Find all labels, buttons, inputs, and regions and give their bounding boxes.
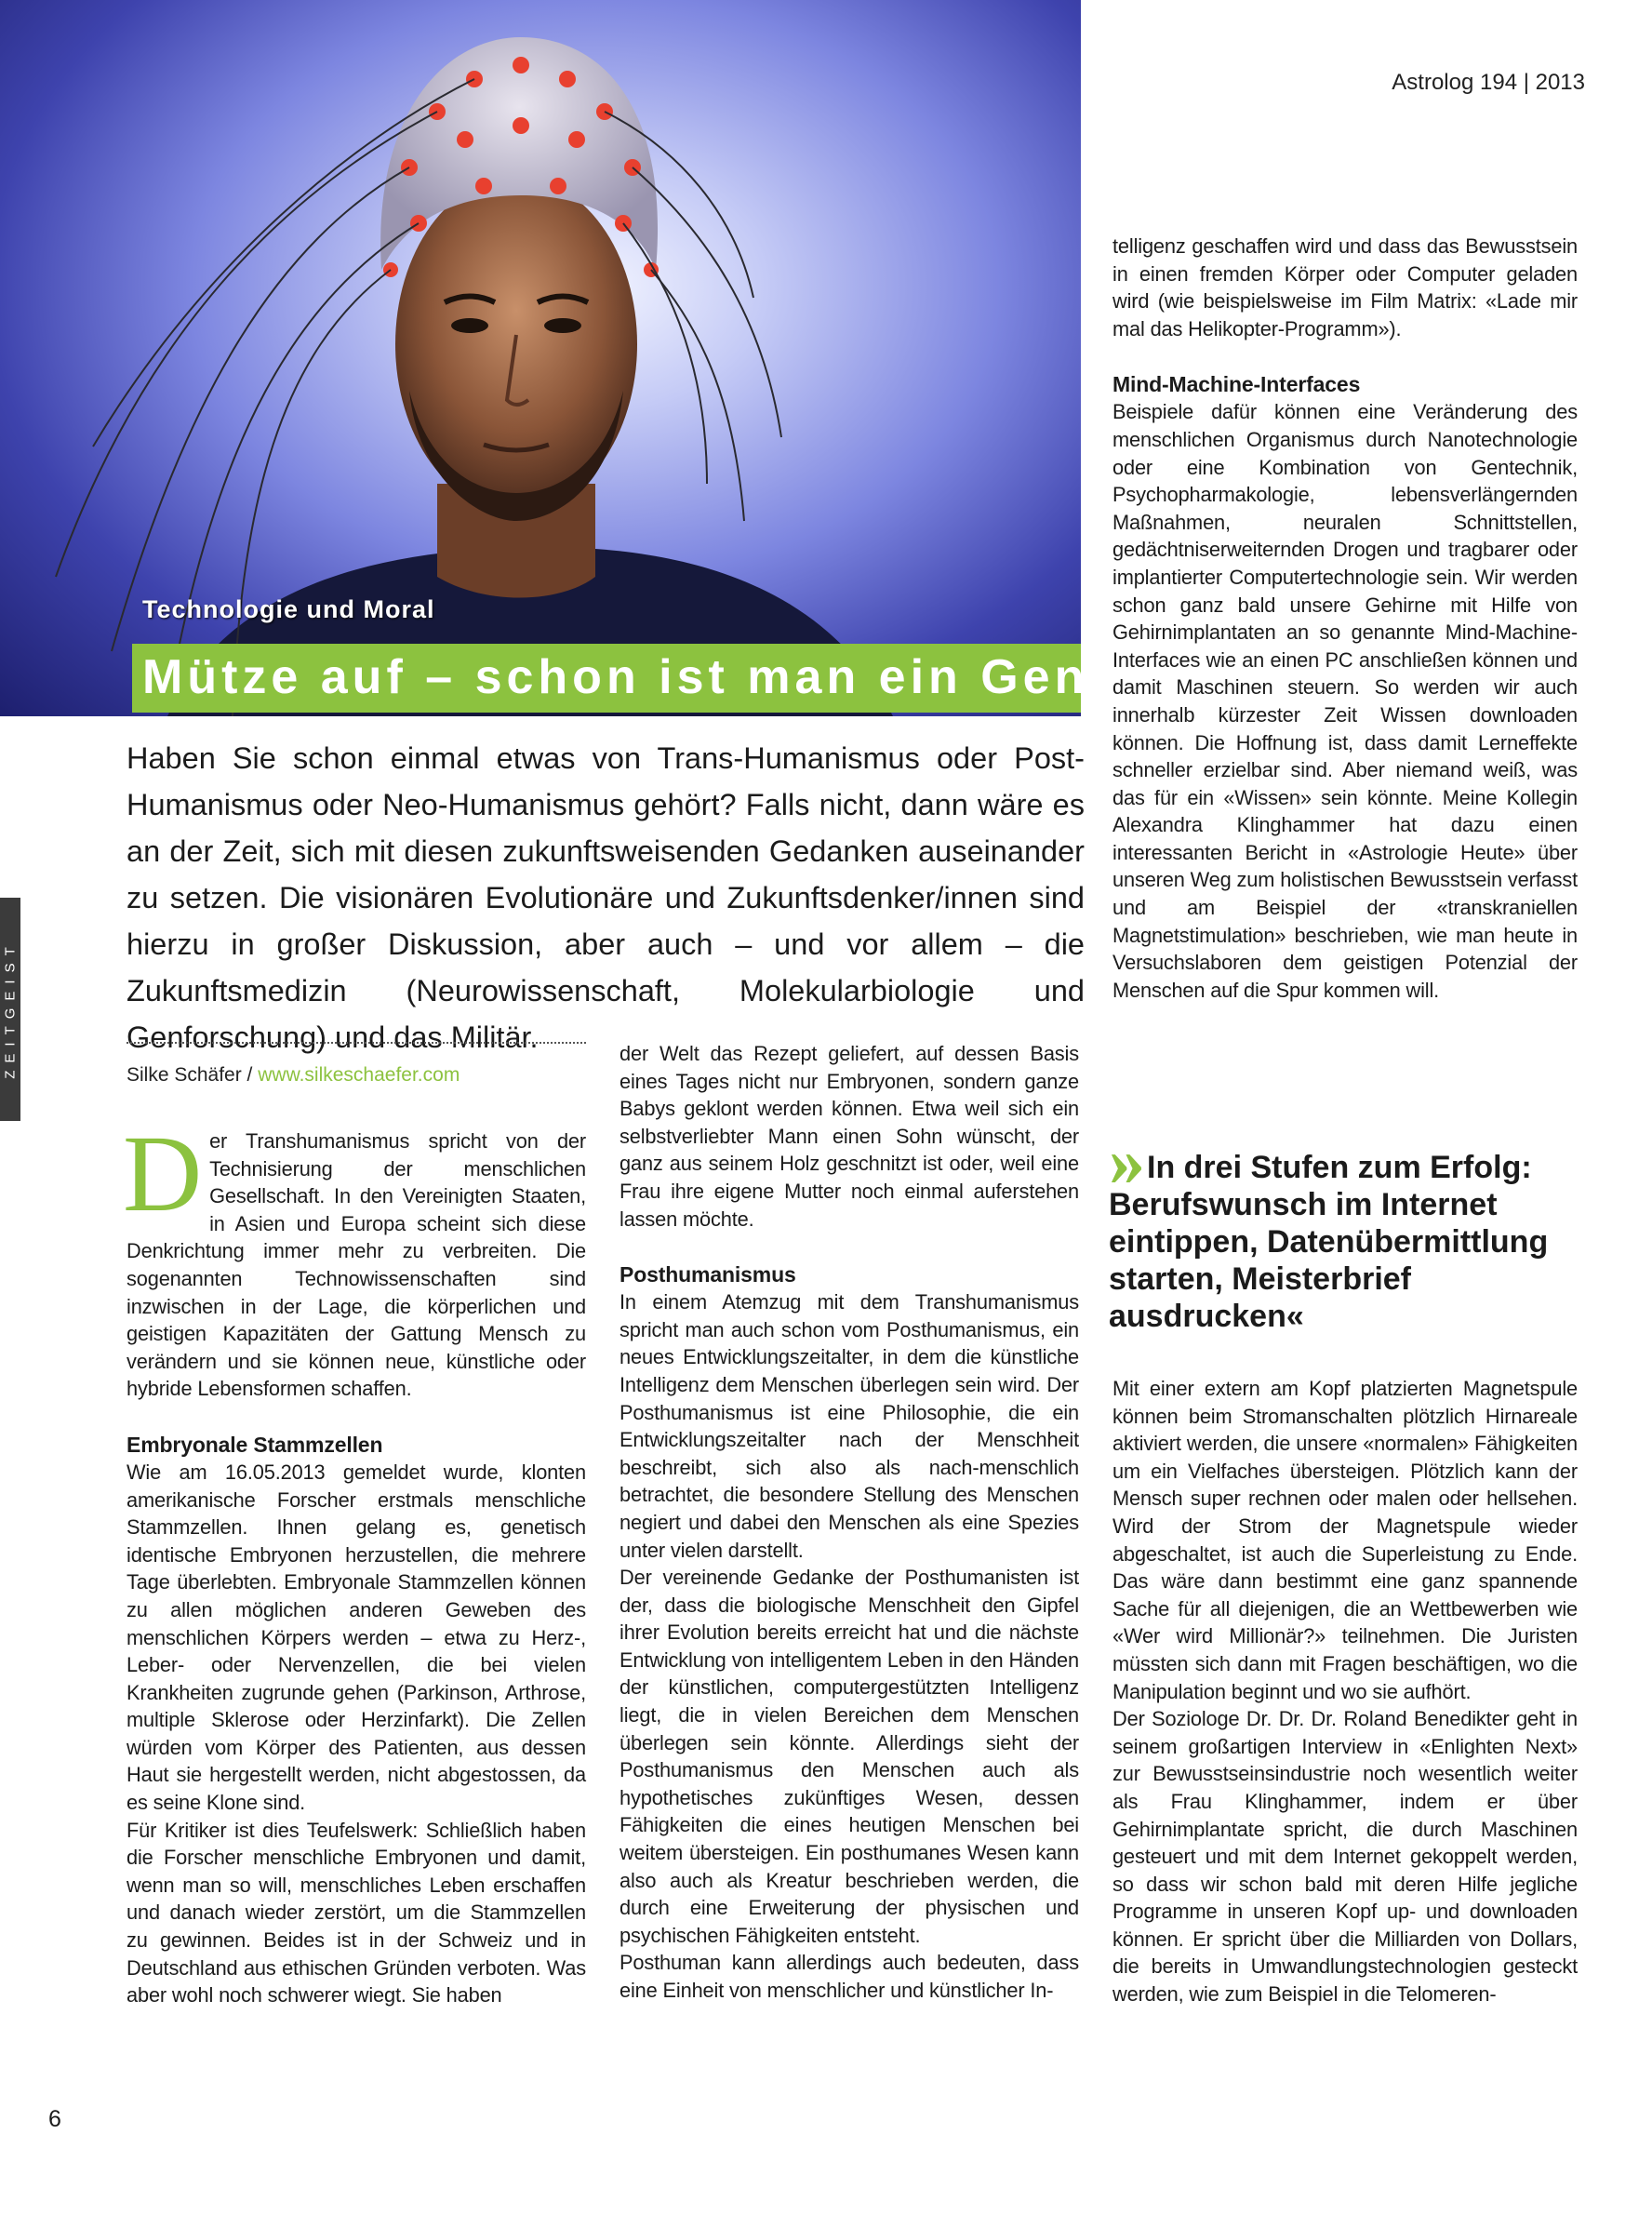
- quote-mark-icon: »: [1109, 1120, 1145, 1201]
- section-label: [0, 898, 20, 1121]
- page-number: 6: [48, 2106, 61, 2132]
- body-paragraph: Wie am 16.05.2013 gemeldet wurde, klonten amerikanische Forscher erstmals menschliche Stammzellen. Ihnen gelang es, genetisch identische Embryonen herzustellen, die mehrere Tage überlebten. Embryonale Stammzellen können zu allen möglichen anderen Geweben des menschlichen Körpers werden – etwa zu Herz-, Leber- oder Nervenzellen, die bei vielen Krankheiten zugrunde gehen (Parkinson, Arthrose, multiple Sklerose oder Herzinfarkt). Die Zellen würden vom Körper des Patienten, aus dessen Haut sie hergestellt werden, nicht abgestossen, da es seine Klone sind.: [127, 1460, 586, 1815]
- body-paragraph: telligenz geschaffen wird und dass das Bewusstsein in einen fremden Körper oder Computer geladen wird (wie beispielsweise im Film Matrix: «Lade mir mal das Helikopter-Programm»).: [1112, 234, 1578, 340]
- article-lead: Haben Sie schon einmal etwas von Trans-Humanismus oder Post-Humanismus oder Neo-Humanismus gehört? Falls nicht, dann wäre es an der Zeit, sich mit diesen zukunftsweisenden Gedanken auseinander zu setzen. Die visionären Evolutionäre und Zukunftsdenker/innen sind hierzu in großer Diskussion, aber auch – und vor allem – die Zukunftsmedizin (Neurowissenschaft, Molekularbiologie und Genforschung) und das Militär.: [127, 741, 1085, 1054]
- section-heading: Posthumanismus: [620, 1262, 796, 1287]
- author-name: Silke Schäfer /: [127, 1064, 259, 1086]
- drop-cap: D: [123, 1113, 203, 1234]
- body-paragraph: Der vereinende Gedanke der Posthumanisten ist der, dass die biologische Menschheit den Gipfel ihrer Evolution bereits erreicht hat und die nächste Entwicklung von intelligentem Leben in den Händen der künstlichen, computergestützten Intelligenz liegt, die in vielen Bereichen dem Menschen überlegen sein könnte. Allerdings sieht der Posthumanismus den Menschen auch als hypothetisches zukünftiges Wesen, dessen Fähigkeiten die eines heutigen Menschen bei weitem übersteigen. Ein posthumanes Wesen kann also auch als Kreatur beschrieben werden, die durch eine Erweiterung der physischen und psychischen Fähigkeiten entsteht.: [620, 1566, 1079, 1947]
- body-paragraph: Der Soziologe Dr. Dr. Dr. Roland Benedikter geht in seinem großartigen Interview in «Enlighten Next» zur Bewusstseinsindustrie noch wesentlich weiter als Frau Klinghammer, indem er über Gehirnimplantate spricht, die durch Maschinen gesteuert und mit dem Internet gekoppelt werden, so dass wir schon bald mit deren Hilfe jegliche Programme in unseren Kopf up- und downloaden können. Er spricht über die Milliarden von Dollars, die bereits in Umwandlungstechnologien gesteckt werden, wie zum Beispiel in die Telomeren-: [1112, 1707, 1578, 2007]
- section-heading: Embryonale Stammzellen: [127, 1432, 383, 1457]
- dotted-divider: [127, 1042, 586, 1044]
- article-column-3-continued: [1112, 1375, 1578, 2008]
- intro-paragraph: Der Transhumanismus spricht von der Technisierung der menschlichen Gesellschaft. In den Vereinigten Staaten, in Asien und Europa scheint sich diese Denkrichtung immer mehr zu verbreiten. Die sogenannten Technowissenschaften sind inzwischen in der Lage, die körperlichen und geistigen Kapazitäten der Gattung Mensch zu verändern und sie können neue, künstliche oder hybride Lebensformen schaffen.: [123, 1113, 586, 1401]
- body-paragraph: Mit einer extern am Kopf platzierten Magnetspule können beim Stromanschalten plötzlich Hirnareale aktiviert werden, die unsere «normalen» Fähigkeiten um ein Vielfaches übersteigen. Plötzlich kann der Mensch super rechnen oder malen oder hellsehen. Wird der Strom der Magnetspule wieder abgeschaltet, ist auch die Superleistung zu Ende. Das wäre dann bestimmt eine ganz spannende Sache für all diejenigen, die an Wettbewerben wie «Wer wird Millionär?» teilnehmen. Die Juristen müssten sich dann mit Fragen beschäftigen, wo die Manipulation beginnt und wo sie aufhört.: [1112, 1377, 1578, 1703]
- article-column-2: [620, 1040, 1079, 2005]
- body-paragraph: Für Kritiker ist dies Teufelswerk: Schließlich haben die Forscher menschliche Embryonen und damit, wenn man so will, menschliches Leben erschaffen und danach wieder zerstört, um die Stammzellen zu gewinnen. Beides ist in der Schweiz und in Deutschland aus ethischen Gründen verboten. Was aber wohl noch schwerer wiegt. Sie haben: [127, 1818, 586, 2007]
- body-paragraph: In einem Atemzug mit dem Transhumanismus spricht man auch schon vom Posthumanismus, ein neues Entwicklungszeitalter, in dem die künstliche Intelligenz dem Menschen überlegen sein wird. Der Posthumanismus ist eine Philosophie, die ein Entwicklungszeitalter nach der Menschheit beschreibt, sich also als nach-menschlich betrachtet, die besondere Stellung des Menschen negiert und dabei den Menschen als eine Spezies unter vielen darstellt.: [620, 1290, 1079, 1562]
- section-label-text: ZEITGEIST: [2, 940, 19, 1079]
- pull-quote: [1109, 1120, 1592, 1335]
- author-website-link[interactable]: www.silkeschaefer.com: [258, 1064, 460, 1086]
- pull-quote-text: In drei Stufen zum Erfolg: Berufswunsch im Internet eintippen, Datenübermittlung starten, Meisterbrief ausdrucken«: [1109, 1150, 1549, 1334]
- body-paragraph: der Welt das Rezept geliefert, auf dessen Basis eines Tages nicht nur Embryonen, sondern ganze Babys geklont werden können. Etwa weil sich ein selbstverliebter Mann einen Sohn wünscht, der ganz aus seinem Holz geschnitzt ist oder, weil eine Frau ihre eigene Mutter noch einmal auferstehen lassen möchte.: [620, 1042, 1079, 1231]
- article-column-1: [123, 1113, 586, 2009]
- body-paragraph: Beispiele dafür können eine Veränderung des menschlichen Organismus durch Nanotechnologie oder eine Kombination von Gentechnik, Psychopharmakologie, lebensverlängernden Maßnahmen, neuralen Schnittstellen, gedächtniserweiternden Drogen und tragbarer oder implantierter Computertechnologie sein. Wir werden schon ganz bald unsere Gehirne mit Hilfe von Gehirnimplantaten an so genannte Mind-Machine-Interfaces wie an einen PC anschließen können und damit Maschinen steuern. So werden wir auch innerhalb kürzester Zeit Wissen downloaden können. Die Hoffnung ist, dass damit Lerneffekte schneller erzielbar sind. Aber niemand weiß, was das für ein «Wissen» sein könnte. Meine Kollegin Alexandra Klinghammer hat dazu einen interessanten Bericht in «Astrologie Heute» über unseren Weg zum holistischen Bewusstsein verfasst und am Beispiel der «transkraniellen Magnetstimulation» beschrieben, wie man heute in Versuchslaboren dem geistigen Potenzial der Menschen auf die Spur kommen will.: [1112, 400, 1578, 1002]
- byline: [127, 1064, 460, 1087]
- article-column-3: [1112, 233, 1578, 1004]
- article-kicker: Technologie und Moral: [142, 595, 435, 623]
- body-paragraph: Posthuman kann allerdings auch bedeuten, dass eine Einheit von menschlicher und künstlicher In-: [620, 1951, 1079, 2002]
- issue-label: Astrolog 194 | 2013: [1392, 70, 1585, 95]
- article-headline: Mütze auf – schon ist man ein Genie: [142, 650, 1139, 704]
- section-heading: Mind-Machine-Interfaces: [1112, 372, 1361, 397]
